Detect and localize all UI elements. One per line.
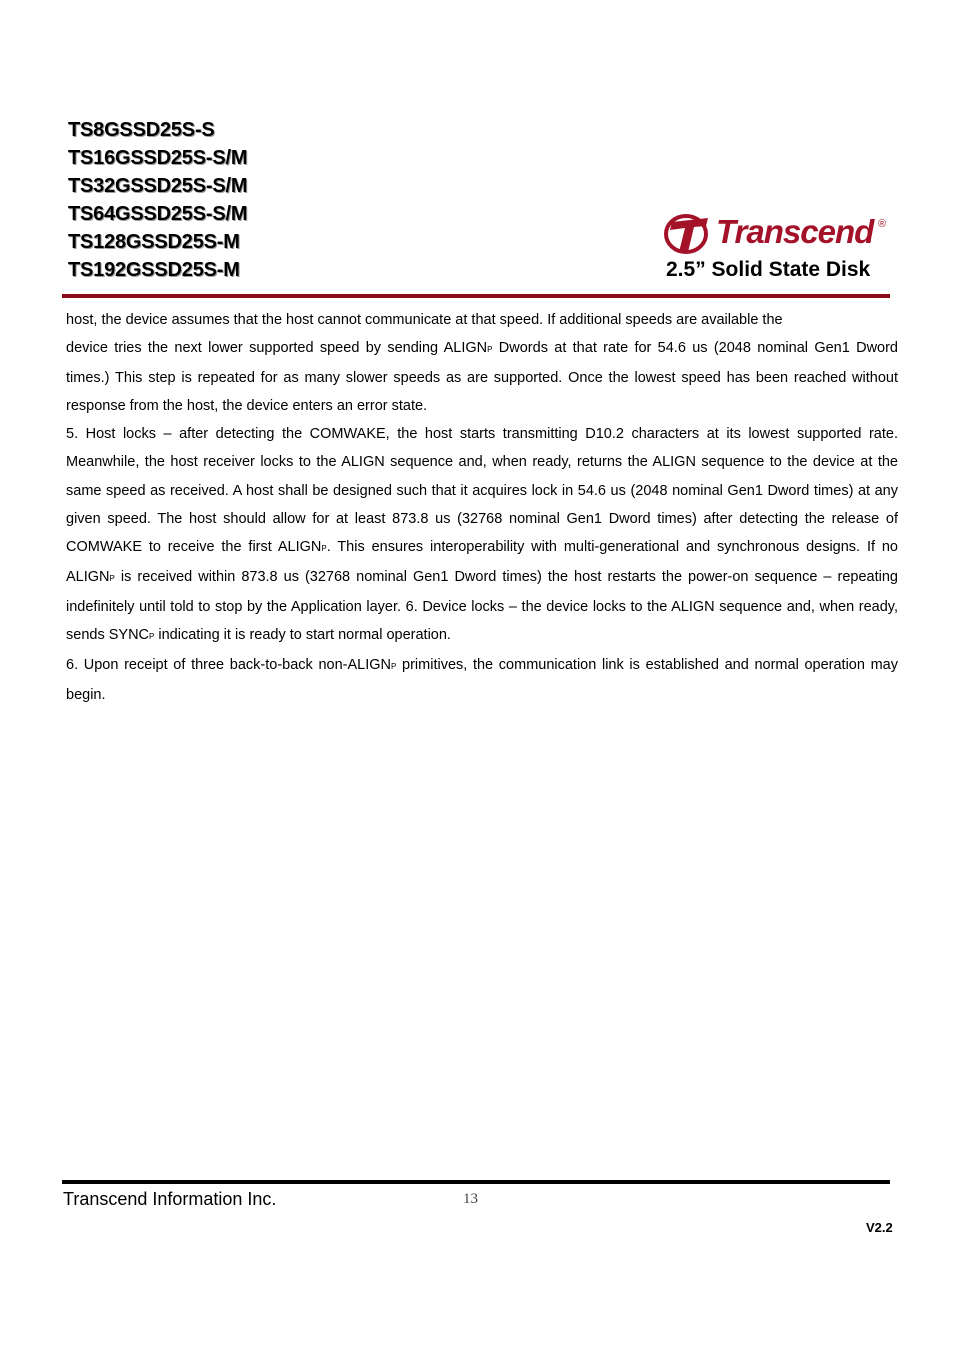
logo-wordmark: Transcend [716,213,874,250]
model-list [68,116,247,284]
model-name: TS32GSSD25S-S/M [68,175,248,197]
header-divider [62,294,890,298]
page-number: 13 [463,1191,478,1207]
model-name: TS16GSSD25S-S/M [68,147,248,169]
model-name: TS64GSSD25S-S/M [68,203,248,225]
transcend-logo [664,210,890,256]
document-title: 2.5” Solid State Disk [666,258,871,281]
registered-mark: ® [878,218,887,230]
model-name: TS192GSSD25S-M [68,259,240,281]
body-text [66,306,898,709]
paragraph: host, the device assumes that the host cannot communicate at that speed. If additional speeds are available the [66,312,783,328]
footer-divider [62,1180,890,1184]
model-name: TS8GSSD25S-S [68,119,215,141]
footer-company: Transcend Information Inc. [63,1189,277,1209]
transcend-emblem-icon [664,210,712,256]
paragraph: 5. Host locks – after detecting the COMWAKE, the host starts transmitting D10.2 characters at its lowest supported rate. Meanwhile, the host receiver locks to the ALIGN sequence and, when ready, returns the ALIGN sequence to the device at the same speed as received. A host shall be designed such that it acquires lock in 54.6 us (2048 nominal Gen1 Dword times) at any given speed. The host should allow for at least 873.8 us (32768 nominal Gen1 Dword times) after detecting the release of COMWAKE to receive the first ALIGNP. This ensures interoperability with multi-generational and synchronous designs. If no ALIGNP is received within 873.8 us (32768 nominal Gen1 Dword times) the host restarts the power-on sequence – repeating indefinitely until told to stop by the Application layer. 6. Device locks – the device locks to the ALIGN sequence and, when ready, sends SYNCP indicating it is ready to start normal operation. [66,426,898,644]
version-label: V2.2 [866,1220,893,1235]
model-name: TS128GSSD25S-M [68,231,240,253]
paragraph: 6. Upon receipt of three back-to-back non-ALIGNP primitives, the communication link is established and normal operation may begin. [66,657,898,704]
paragraph: device tries the next lower supported speed by sending ALIGNP Dwords at that rate for 54.6 us (2048 nominal Gen1 Dword times.) This step is repeated for as many slower speeds as are supported. Once the lowest speed has been reached without response from the host, the device enters an error state. [66,340,898,415]
